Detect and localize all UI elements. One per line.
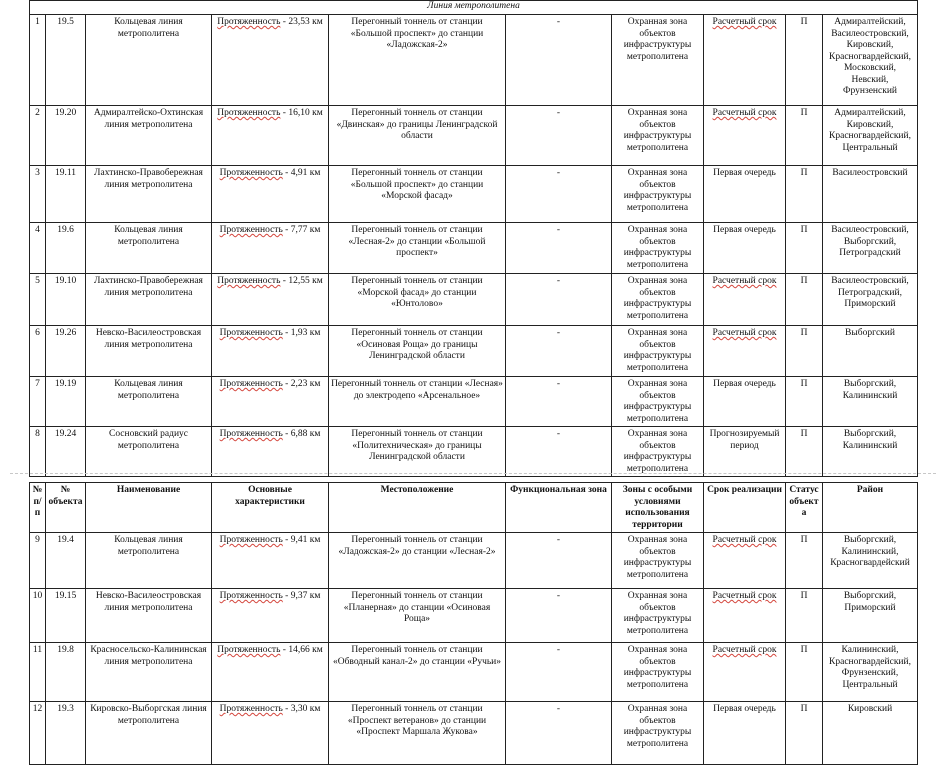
object-name: Кольцевая линия метрополитена [86, 15, 212, 106]
table-row [30, 533, 918, 589]
objects-table-top [29, 0, 918, 477]
special-zone: Охранная зона объектов инфраструктуры метрополитена [612, 377, 704, 427]
district: Выборгский, Калининский [823, 377, 918, 427]
implementation-term: Первая очередь [704, 166, 786, 223]
object-number: 19.8 [46, 643, 86, 702]
object-name: Кольцевая линия метрополитена [86, 533, 212, 589]
object-status: П [786, 223, 823, 274]
object-characteristics [212, 15, 329, 106]
object-characteristics [212, 702, 329, 765]
row-number: 10 [30, 589, 46, 643]
row-number: 2 [30, 106, 46, 166]
object-location: Перегонный тоннель от станции «Лесная» до электродепо «Арсенальное» [329, 377, 506, 427]
object-location: Перегонный тоннель от станции «Обводный канал-2» до станции «Ручьи» [329, 643, 506, 702]
row-number: 11 [30, 643, 46, 702]
implementation-term: Первая очередь [704, 223, 786, 274]
implementation-term: Первая очередь [704, 377, 786, 427]
section-title-row [30, 1, 918, 15]
characteristic-label: Протяженность [217, 108, 281, 118]
object-number: 19.5 [46, 15, 86, 106]
object-location: Перегонный тоннель от станции «Лесная-2» до станции «Большой проспект» [329, 223, 506, 274]
object-characteristics [212, 106, 329, 166]
object-name: Кольцевая линия метрополитена [86, 377, 212, 427]
functional-zone: - [506, 326, 612, 377]
object-characteristics [212, 377, 329, 427]
object-number: 19.19 [46, 377, 86, 427]
object-name: Лахтинско-Правобережная линия метрополитена [86, 274, 212, 326]
object-characteristics [212, 427, 329, 477]
implementation-term: Расчетный срок [704, 589, 786, 643]
object-location: Перегонный тоннель от станции «Большой проспект» до станции «Морской фасад» [329, 166, 506, 223]
object-status: П [786, 377, 823, 427]
functional-zone: - [506, 377, 612, 427]
characteristic-value: - 12,55 км [280, 276, 323, 286]
special-zone: Охранная зона объектов инфраструктуры метрополитена [612, 15, 704, 106]
header-characteristics: Основные характеристики [212, 483, 329, 533]
special-zone: Охранная зона объектов инфраструктуры метрополитена [612, 702, 704, 765]
district: Василеостровский, Петроградский, Приморский [823, 274, 918, 326]
header-term: Срок реализации [704, 483, 786, 533]
table-row [30, 589, 918, 643]
header-obj-num: № объекта [46, 483, 86, 533]
object-name: Сосновский радиус метрополитена [86, 427, 212, 477]
object-status: П [786, 589, 823, 643]
special-zone: Охранная зона объектов инфраструктуры метрополитена [612, 326, 704, 377]
characteristic-value: - 23,53 км [280, 17, 323, 27]
functional-zone: - [506, 589, 612, 643]
table-body-bottom [30, 533, 918, 765]
table-row [30, 377, 918, 427]
district: Василеостровский, Выборгский, Петроградский [823, 223, 918, 274]
object-name: Лахтинско-Правобережная линия метрополитена [86, 166, 212, 223]
table-row [30, 427, 918, 477]
row-number: 7 [30, 377, 46, 427]
functional-zone: - [506, 166, 612, 223]
object-name: Невско-Василеостровская линия метрополитена [86, 589, 212, 643]
implementation-term: Расчетный срок [704, 106, 786, 166]
table-row [30, 702, 918, 765]
special-zone: Охранная зона объектов инфраструктуры метрополитена [612, 589, 704, 643]
header-row [30, 483, 918, 533]
functional-zone: - [506, 106, 612, 166]
header-district: Район [823, 483, 918, 533]
object-status: П [786, 533, 823, 589]
district: Адмиралтейский, Кировский, Красногвардейский, Центральный [823, 106, 918, 166]
page-break-line [10, 473, 936, 474]
object-number: 19.4 [46, 533, 86, 589]
object-number: 19.26 [46, 326, 86, 377]
object-name: Адмиралтейско-Охтинская линия метрополитена [86, 106, 212, 166]
functional-zone: - [506, 427, 612, 477]
header-status: Статус объекта [786, 483, 823, 533]
object-characteristics [212, 589, 329, 643]
row-number: 3 [30, 166, 46, 223]
object-location: Перегонный тоннель от станции «Двинская» до границы Ленинградской области [329, 106, 506, 166]
object-name: Невско-Василеостровская линия метрополитена [86, 326, 212, 377]
object-number: 19.10 [46, 274, 86, 326]
functional-zone: - [506, 223, 612, 274]
functional-zone: - [506, 702, 612, 765]
district: Адмиралтейский, Василеостровский, Кировский, Красногвардейский, Московский, Невский, Фрунзенский [823, 15, 918, 106]
table-row [30, 15, 918, 106]
objects-table-bottom [29, 482, 918, 765]
table-body-top [30, 1, 918, 477]
object-status: П [786, 427, 823, 477]
header-functional-zone: Функциональная зона [506, 483, 612, 533]
characteristic-value: - 2,23 км [282, 379, 321, 389]
characteristic-value: - 3,30 км [282, 704, 321, 714]
characteristic-label: Протяженность [219, 328, 283, 338]
object-characteristics [212, 223, 329, 274]
district: Калининский, Красногвардейский, Фрунзенский, Центральный [823, 643, 918, 702]
object-characteristics [212, 643, 329, 702]
implementation-term: Расчетный срок [704, 533, 786, 589]
characteristic-value: - 6,88 км [282, 429, 321, 439]
object-name: Кольцевая линия метрополитена [86, 223, 212, 274]
characteristic-label: Протяженность [217, 276, 281, 286]
header-special-zones: Зоны с особыми условиями использования территории [612, 483, 704, 533]
special-zone: Охранная зона объектов инфраструктуры метрополитена [612, 533, 704, 589]
object-status: П [786, 326, 823, 377]
row-number: 5 [30, 274, 46, 326]
object-location: Перегонный тоннель от станции «Большой проспект» до станции «Ладожская-2» [329, 15, 506, 106]
special-zone: Охранная зона объектов инфраструктуры метрополитена [612, 274, 704, 326]
special-zone: Охранная зона объектов инфраструктуры метрополитена [612, 166, 704, 223]
characteristic-value: - 1,93 км [282, 328, 321, 338]
object-number: 19.24 [46, 427, 86, 477]
row-number: 8 [30, 427, 46, 477]
row-number: 6 [30, 326, 46, 377]
functional-zone: - [506, 643, 612, 702]
special-zone: Охранная зона объектов инфраструктуры метрополитена [612, 106, 704, 166]
district: Выборгский, Калининский, Красногвардейский [823, 533, 918, 589]
table-row [30, 326, 918, 377]
implementation-term: Расчетный срок [704, 643, 786, 702]
object-characteristics [212, 166, 329, 223]
object-name: Красносельско-Калининская линия метрополитена [86, 643, 212, 702]
object-characteristics [212, 326, 329, 377]
functional-zone: - [506, 15, 612, 106]
table-row [30, 643, 918, 702]
object-number: 19.20 [46, 106, 86, 166]
functional-zone: - [506, 274, 612, 326]
object-status: П [786, 702, 823, 765]
characteristic-label: Протяженность [217, 645, 281, 655]
table-row [30, 223, 918, 274]
characteristic-label: Протяженность [219, 225, 283, 235]
characteristic-value: - 9,37 км [282, 591, 321, 601]
characteristic-label: Протяженность [217, 17, 281, 27]
header-location: Местоположение [329, 483, 506, 533]
row-number: 12 [30, 702, 46, 765]
characteristic-label: Протяженность [219, 704, 283, 714]
characteristic-label: Протяженность [219, 379, 283, 389]
object-location: Перегонный тоннель от станции «Проспект ветеранов» до станции «Проспект Маршала Жукова» [329, 702, 506, 765]
special-zone: Охранная зона объектов инфраструктуры метрополитена [612, 223, 704, 274]
row-number: 1 [30, 15, 46, 106]
object-number: 19.15 [46, 589, 86, 643]
implementation-term: Прогнозируемый период [704, 427, 786, 477]
characteristic-value: - 16,10 км [280, 108, 323, 118]
object-status: П [786, 106, 823, 166]
object-location: Перегонный тоннель от станции «Морской фасад» до станции «Юнтолово» [329, 274, 506, 326]
row-number: 9 [30, 533, 46, 589]
object-location: Перегонный тоннель от станции «Планерная» до станции «Осиновая Роща» [329, 589, 506, 643]
implementation-term: Расчетный срок [704, 15, 786, 106]
district: Кировский [823, 702, 918, 765]
object-name: Кировско-Выборгская линия метрополитена [86, 702, 212, 765]
characteristic-value: - 7,77 км [282, 225, 321, 235]
table-row [30, 274, 918, 326]
characteristic-value: - 4,91 км [282, 168, 321, 178]
object-number: 19.6 [46, 223, 86, 274]
object-location: Перегонный тоннель от станции «Осиновая Роща» до границы Ленинградской области [329, 326, 506, 377]
district: Выборгский, Калининский [823, 427, 918, 477]
characteristic-value: - 9,41 км [282, 535, 321, 545]
special-zone: Охранная зона объектов инфраструктуры метрополитена [612, 427, 704, 477]
table-row [30, 166, 918, 223]
header-num: № п/п [30, 483, 46, 533]
district: Выборгский [823, 326, 918, 377]
section-title: Линия метрополитена [30, 1, 918, 15]
object-location: Перегонный тоннель от станции «Политехническая» до границы Ленинградской области [329, 427, 506, 477]
table-row [30, 106, 918, 166]
implementation-term: Первая очередь [704, 702, 786, 765]
object-status: П [786, 15, 823, 106]
object-characteristics [212, 533, 329, 589]
characteristic-label: Протяженность [219, 591, 283, 601]
special-zone: Охранная зона объектов инфраструктуры метрополитена [612, 643, 704, 702]
district: Василеостровский [823, 166, 918, 223]
district: Выборгский, Приморский [823, 589, 918, 643]
characteristic-label: Протяженность [219, 535, 283, 545]
characteristic-value: - 14,66 км [280, 645, 323, 655]
object-location: Перегонный тоннель от станции «Ладожская-2» до станции «Лесная-2» [329, 533, 506, 589]
implementation-term: Расчетный срок [704, 274, 786, 326]
characteristic-label: Протяженность [219, 429, 283, 439]
object-characteristics [212, 274, 329, 326]
row-number: 4 [30, 223, 46, 274]
object-status: П [786, 166, 823, 223]
object-status: П [786, 274, 823, 326]
object-number: 19.3 [46, 702, 86, 765]
object-number: 19.11 [46, 166, 86, 223]
characteristic-label: Протяженность [219, 168, 283, 178]
header-name: Наименование [86, 483, 212, 533]
functional-zone: - [506, 533, 612, 589]
implementation-term: Расчетный срок [704, 326, 786, 377]
object-status: П [786, 643, 823, 702]
